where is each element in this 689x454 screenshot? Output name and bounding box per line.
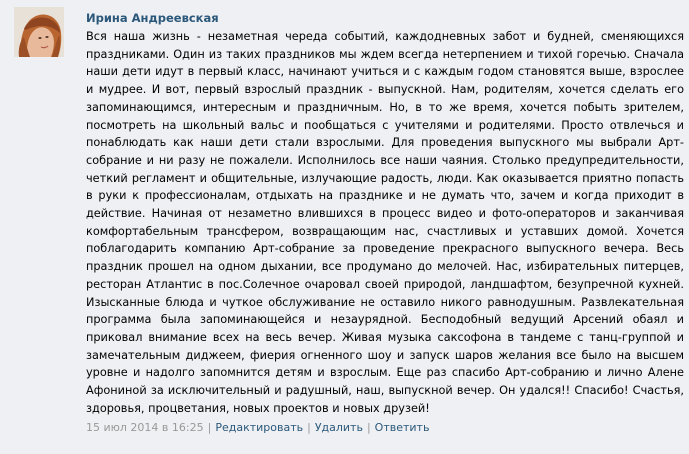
reply-link[interactable]: Ответить — [374, 421, 430, 435]
comment-text-line: программа была запоминающейся и незаурядной. Бесподобный ведущий Арсений обаял и — [86, 313, 684, 327]
comment-text-line: четкий регламент и общительные, излучающие радость, люди. Как оказывается приятно попасть — [86, 171, 684, 185]
comment-text-line: Афониной за исключительный и радушный, наш, выпускной вечер. Он удался!! Спасибо! Счастья, — [86, 384, 684, 398]
comment-meta — [86, 420, 684, 436]
comment-text-line: приковал внимание всех на весь вечер. Живая музыка саксофона в тандеме с танц-группой и — [86, 330, 684, 344]
comment-text-line: комфортабельным трансфером, возвращающим нас, счастливых и уставших домой. Хочется — [86, 224, 684, 238]
comment-text-line: праздник прошел на одном дыхании, все продумано до мелочей. Нас, избирательных питерцев, — [86, 260, 684, 274]
author-name[interactable]: Ирина Андреевская — [86, 11, 219, 25]
meta-separator: | — [366, 421, 371, 435]
comment-text-line: действие. Начиная от незаметно влившихся в процесс видео и фото-операторов и заканчивая — [86, 207, 684, 221]
comment-content — [86, 7, 684, 436]
comment-text-line: и мудрее. И вот, первый взрослый праздник - выпускной. Нам, родителям, хочется сделать его — [86, 83, 684, 97]
comment-text-line: Вся наша жизнь - незаметная череда событий, каждодневных забот и будней, сменяющихся — [86, 30, 684, 43]
comment-text-line: собрание и ни разу не пожалели. Исполнилось все наши чаяния. Столько предупредительности, — [86, 153, 684, 167]
comment-text-line: запоминающимся, интересным и праздничным. Но, в то же время, хочется побыть зрителем, — [86, 100, 684, 114]
comment-text-line: понаблюдать как наши дети стали взрослыми. Для проведения выпускного мы выбрали Арт- — [86, 136, 684, 150]
comment-text — [86, 28, 684, 417]
comment-text-line: праздниками. Один из таких праздников мы ждем всегда нетерпением и тихой горечью. Сначала — [86, 47, 684, 61]
delete-link[interactable]: Удалить — [314, 421, 363, 435]
comment-text-line: Изысканные блюда и чуткое обслуживание не оставило никого равнодушным. Развлекательная — [86, 295, 684, 309]
comment-text-line: замечательным диджеем, фиерия огненного шоу и запуск шаров желания все было на высшем — [86, 348, 684, 362]
comment-text-line: наши дети идут в первый класс, начинают учиться и с каждым годом становятся выше, взрослее — [86, 65, 684, 79]
edit-link[interactable]: Редактировать — [215, 421, 304, 435]
avatar[interactable] — [14, 7, 64, 57]
meta-separator: | — [307, 421, 311, 435]
user-photo-icon — [14, 7, 64, 57]
comment-text-line: уровне и надолго запомнится детям и взрослым. Еще раз спасибо Арт-собранию и лично Алене — [86, 366, 684, 380]
comment-text-line: здоровья, процветания, новых проектов и новых друзей! — [86, 401, 430, 415]
comment-text-line: ресторан Атлантис в пос.Солечное очаровал своей природой, ландшафтом, безупречной кухней. — [86, 277, 684, 291]
comment-text-line: в руки к профессионалам, отдыхать на празднике и не думать что, зачем и когда приходит в — [86, 189, 684, 203]
comment-text-line: поблагодарить компанию Арт-собрание за проведение прекрасного выпускного вечера. Весь — [86, 242, 684, 256]
comment-date[interactable]: 15 июл 2014 в 16:25 — [86, 421, 204, 435]
comment-text-line: посмотреть на школьный вальс и пообщаться с учителями и родителями. Просто отвлечься и — [86, 118, 684, 132]
meta-separator: | — [207, 421, 212, 435]
